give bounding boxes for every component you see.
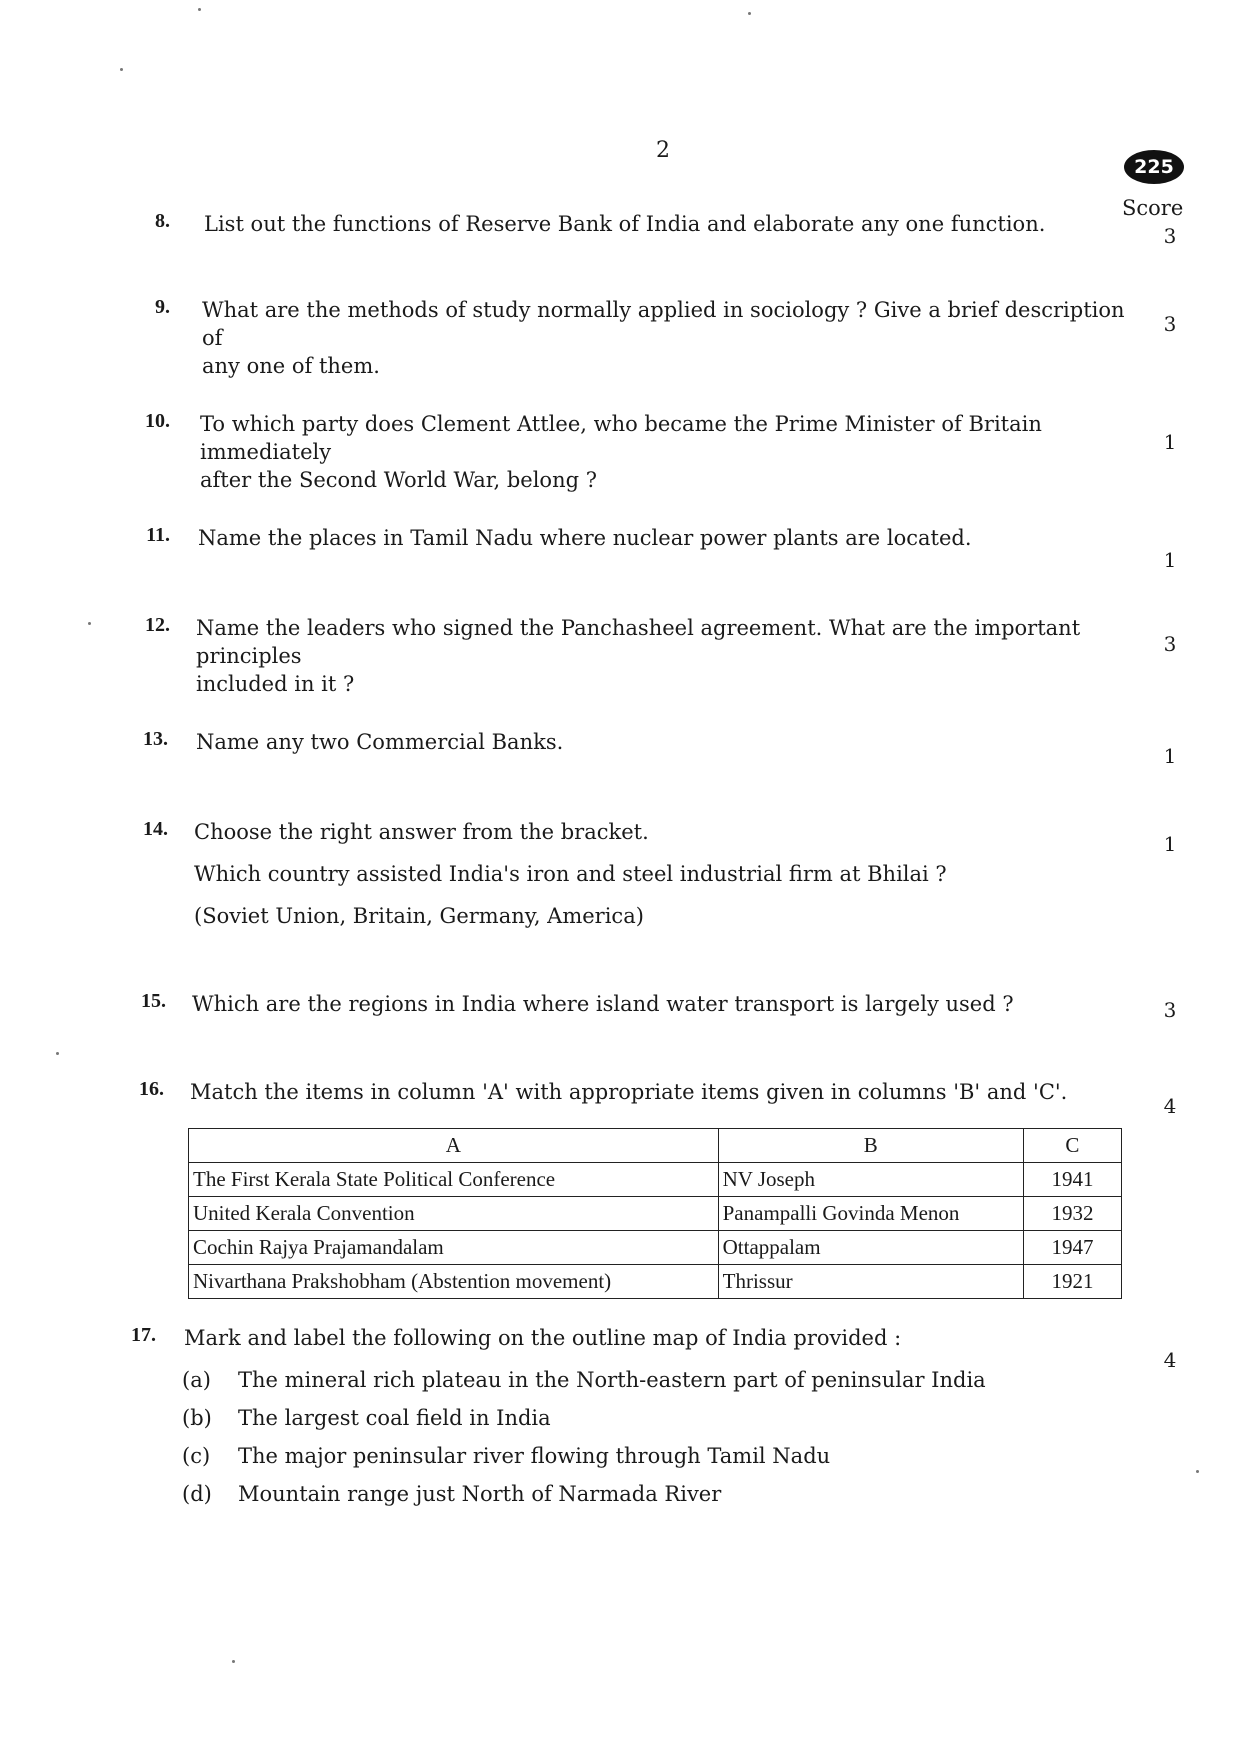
table-cell: Nivarthana Prakshobham (Abstention movement) [189,1265,719,1299]
question-number: 17. [131,1324,156,1346]
question-number: 16. [139,1078,164,1100]
question-number: 11. [146,524,170,546]
column-header: A [189,1129,719,1163]
item-label: (c) [182,1444,211,1468]
table-cell: Thrissur [718,1265,1023,1299]
question-text: Choose the right answer from the bracket. Which country assisted India's iron and steel industrial firm at Bhilai ? (Soviet Union, Britain, Germany, America) [194,820,947,928]
question-number: 12. [145,614,170,636]
question-number: 9. [155,296,170,318]
question-text: Name the leaders who signed the Panchasheel agreement. What are the important principles included in it ? [196,616,1081,696]
table-header-row [189,1129,1122,1163]
question-text: Name any two Commercial Banks. [196,730,564,754]
item-text: The mineral rich plateau in the North-eastern part of peninsular India [238,1368,986,1392]
question-text: Mark and label the following on the outline map of India provided : [184,1326,902,1350]
question-number: 10. [145,410,170,432]
column-header: B [718,1129,1023,1163]
item-label: (a) [182,1368,211,1392]
scan-speck [88,622,91,625]
table-row [189,1265,1122,1299]
table-row [189,1231,1122,1265]
question-text: Match the items in column 'A' with appropriate items given in columns 'B' and 'C'. [190,1080,1068,1104]
scan-speck [120,68,123,71]
question-text: List out the functions of Reserve Bank of India and elaborate any one function. [204,212,1046,236]
table-cell: 1947 [1023,1231,1121,1265]
question-score: 3 [1163,312,1177,336]
question-number: 14. [143,818,168,840]
page-number: 2 [656,138,670,163]
scan-speck [748,12,751,15]
question-score: 1 [1163,548,1177,572]
question-number: 8. [155,210,170,232]
question-number: 13. [143,728,168,750]
question-score: 3 [1163,998,1177,1022]
list-item [182,1368,1082,1406]
question-score: 4 [1163,1094,1177,1118]
question-score: 4 [1163,1348,1177,1372]
scan-speck [1196,1470,1199,1473]
question-text: Which are the regions in India where island water transport is largely used ? [192,992,1014,1016]
table-row [189,1163,1122,1197]
list-item [182,1482,1082,1520]
table-cell: Panampalli Govinda Menon [718,1197,1023,1231]
table-cell: 1932 [1023,1197,1121,1231]
match-table [188,1128,1122,1299]
scan-speck [198,8,201,11]
question-number: 15. [141,990,166,1012]
question-score: 1 [1163,832,1177,856]
list-item [182,1406,1082,1444]
question-text: Name the places in Tamil Nadu where nuclear power plants are located. [198,526,972,550]
item-label: (b) [182,1406,212,1430]
paper-code-badge: 225 [1124,150,1184,184]
table-cell: 1941 [1023,1163,1121,1197]
scan-speck [56,1052,59,1055]
question-score: 1 [1163,744,1177,768]
list-item [182,1444,1082,1482]
scan-speck [232,1660,235,1663]
table-cell: The First Kerala State Political Conference [189,1163,719,1197]
question-text: To which party does Clement Attlee, who became the Prime Minister of Britain immediately after the Second World War, belong ? [200,412,1042,492]
item-text: Mountain range just North of Narmada River [238,1482,722,1506]
question-score: 1 [1163,430,1177,454]
table-row [189,1197,1122,1231]
item-label: (d) [182,1482,212,1506]
table-cell: Ottappalam [718,1231,1023,1265]
question-text: What are the methods of study normally applied in sociology ? Give a brief description of any one of them. [202,298,1125,378]
item-text: The largest coal field in India [238,1406,551,1430]
question-score: 3 [1163,632,1177,656]
table-cell: Cochin Rajya Prajamandalam [189,1231,719,1265]
question-score: 3 [1163,224,1177,248]
score-heading: Score [1122,196,1184,220]
map-item-list [182,1368,1082,1520]
table-cell: NV Joseph [718,1163,1023,1197]
column-header: C [1023,1129,1121,1163]
item-text: The major peninsular river flowing through Tamil Nadu [238,1444,831,1468]
table-cell: United Kerala Convention [189,1197,719,1231]
table-cell: 1921 [1023,1265,1121,1299]
